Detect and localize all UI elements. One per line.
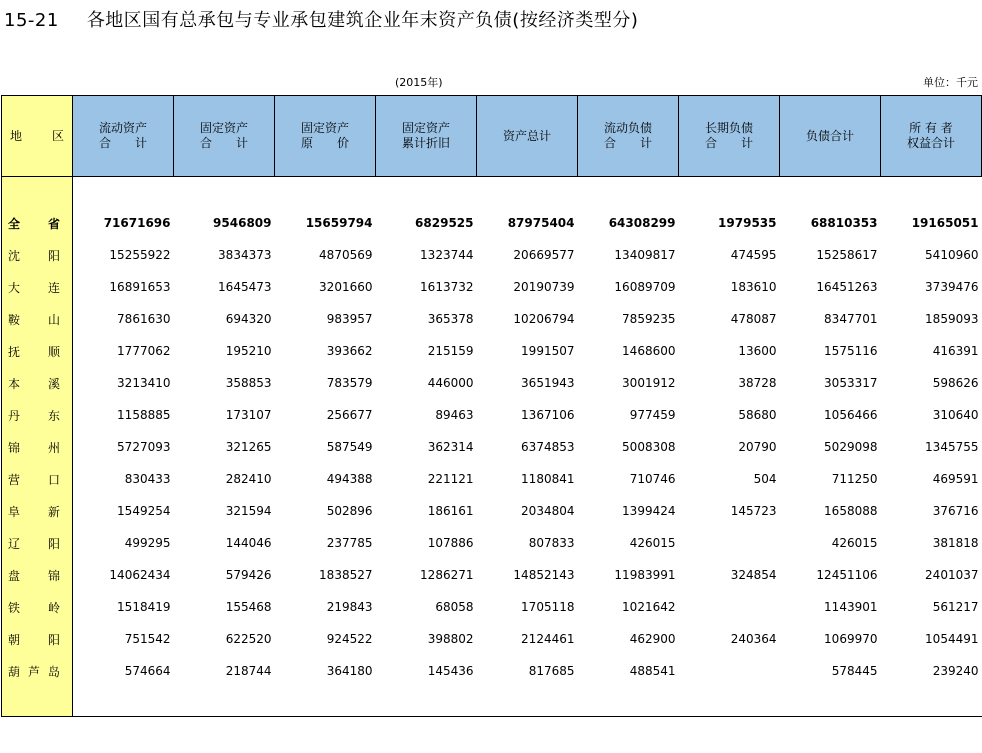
region-cell: 本溪 bbox=[2, 367, 73, 399]
value-cell: 1367106 bbox=[521, 408, 575, 422]
table-row-total bbox=[2, 207, 982, 239]
value-cell: 622520 bbox=[225, 632, 272, 646]
value-cell: 579426 bbox=[225, 568, 272, 582]
region-cell: 阜新 bbox=[2, 495, 73, 527]
value-cell: 478087 bbox=[730, 312, 777, 326]
value-cell: 38728 bbox=[738, 376, 777, 390]
value-cell: 13600 bbox=[738, 344, 777, 358]
value-cell: 14062434 bbox=[109, 568, 171, 582]
value-cell: 240364 bbox=[730, 632, 777, 646]
region-cell: 辽阳 bbox=[2, 527, 73, 559]
value-cell: 12451106 bbox=[816, 568, 878, 582]
year-label: (2015年) bbox=[395, 76, 443, 89]
value-cell: 89463 bbox=[435, 408, 474, 422]
value-cell: 10206794 bbox=[513, 312, 575, 326]
value-cell: 71671696 bbox=[103, 216, 171, 230]
value-cell: 587549 bbox=[326, 440, 373, 454]
value-cell: 446000 bbox=[427, 376, 474, 390]
value-cell: 488541 bbox=[629, 664, 676, 678]
value-cell: 15659794 bbox=[305, 216, 373, 230]
value-cell: 3739476 bbox=[925, 280, 979, 294]
value-cell: 499295 bbox=[124, 536, 171, 550]
value-cell: 469591 bbox=[932, 472, 979, 486]
table-row bbox=[2, 591, 982, 623]
table-row bbox=[2, 271, 982, 303]
value-cell: 15258617 bbox=[816, 248, 878, 262]
table-row bbox=[2, 303, 982, 335]
table-row bbox=[2, 623, 982, 655]
value-cell: 16891653 bbox=[109, 280, 171, 294]
value-cell: 324854 bbox=[730, 568, 777, 582]
region-cell: 葫芦岛 bbox=[2, 655, 73, 687]
value-cell: 5727093 bbox=[117, 440, 171, 454]
column-header: 流动负债 合 计 bbox=[578, 96, 679, 177]
region-cell: 鞍山 bbox=[2, 303, 73, 335]
column-header: 长期负债 合 计 bbox=[679, 96, 780, 177]
value-cell: 1345755 bbox=[925, 440, 979, 454]
value-cell bbox=[679, 655, 780, 687]
value-cell: 68810353 bbox=[810, 216, 878, 230]
value-cell: 807833 bbox=[528, 536, 575, 550]
region-header: 地 区 bbox=[2, 96, 73, 177]
value-cell: 1838527 bbox=[319, 568, 373, 582]
value-cell: 2124461 bbox=[521, 632, 575, 646]
value-cell: 173107 bbox=[225, 408, 272, 422]
value-cell: 5029098 bbox=[824, 440, 878, 454]
value-cell: 2401037 bbox=[925, 568, 979, 582]
value-cell: 145436 bbox=[427, 664, 474, 678]
value-cell: 7861630 bbox=[117, 312, 171, 326]
value-cell: 1859093 bbox=[925, 312, 979, 326]
value-cell: 1021642 bbox=[622, 600, 676, 614]
value-cell: 145723 bbox=[730, 504, 777, 518]
value-cell: 416391 bbox=[932, 344, 979, 358]
value-cell: 195210 bbox=[225, 344, 272, 358]
region-cell: 全省 bbox=[2, 207, 73, 239]
value-cell: 751542 bbox=[124, 632, 171, 646]
value-cell: 219843 bbox=[326, 600, 373, 614]
value-cell: 321594 bbox=[225, 504, 272, 518]
table-row bbox=[2, 431, 982, 463]
table-row bbox=[2, 239, 982, 271]
value-cell: 13409817 bbox=[614, 248, 676, 262]
value-cell: 502896 bbox=[326, 504, 373, 518]
value-cell: 144046 bbox=[225, 536, 272, 550]
value-cell: 1777062 bbox=[117, 344, 171, 358]
value-cell: 398802 bbox=[427, 632, 474, 646]
value-cell: 9546809 bbox=[213, 216, 272, 230]
region-cell: 沈阳 bbox=[2, 239, 73, 271]
value-cell: 364180 bbox=[326, 664, 373, 678]
value-cell: 20669577 bbox=[513, 248, 575, 262]
value-cell: 362314 bbox=[427, 440, 474, 454]
table-row bbox=[2, 559, 982, 591]
value-cell: 426015 bbox=[629, 536, 676, 550]
value-cell: 1143901 bbox=[824, 600, 878, 614]
spacer-row bbox=[2, 177, 982, 208]
table-row bbox=[2, 399, 982, 431]
value-cell: 20790 bbox=[738, 440, 777, 454]
value-cell: 710746 bbox=[629, 472, 676, 486]
value-cell: 494388 bbox=[326, 472, 373, 486]
value-cell bbox=[679, 527, 780, 559]
value-cell: 474595 bbox=[730, 248, 777, 262]
region-cell: 抚顺 bbox=[2, 335, 73, 367]
value-cell: 3201660 bbox=[319, 280, 373, 294]
value-cell: 310640 bbox=[932, 408, 979, 422]
table-number: 15-21 bbox=[4, 10, 59, 31]
table-row bbox=[2, 495, 982, 527]
value-cell: 1575116 bbox=[824, 344, 878, 358]
value-cell: 1979535 bbox=[718, 216, 777, 230]
value-cell: 221121 bbox=[427, 472, 474, 486]
region-cell: 丹东 bbox=[2, 399, 73, 431]
value-cell: 8347701 bbox=[824, 312, 878, 326]
unit-label: 单位：千元 bbox=[923, 76, 978, 89]
value-cell: 155468 bbox=[225, 600, 272, 614]
value-cell: 282410 bbox=[225, 472, 272, 486]
value-cell: 1054491 bbox=[925, 632, 979, 646]
value-cell: 1645473 bbox=[218, 280, 272, 294]
value-cell: 1399424 bbox=[622, 504, 676, 518]
value-cell: 6374853 bbox=[521, 440, 575, 454]
value-cell: 183610 bbox=[730, 280, 777, 294]
value-cell: 87975404 bbox=[507, 216, 575, 230]
value-cell: 1518419 bbox=[117, 600, 171, 614]
value-cell: 574664 bbox=[124, 664, 171, 678]
page-title bbox=[4, 6, 638, 32]
region-cell: 锦州 bbox=[2, 431, 73, 463]
value-cell: 462900 bbox=[629, 632, 676, 646]
region-cell: 盘锦 bbox=[2, 559, 73, 591]
value-cell: 504 bbox=[753, 472, 777, 486]
column-header: 固定资产 合 计 bbox=[174, 96, 275, 177]
value-cell: 239240 bbox=[932, 664, 979, 678]
value-cell: 830433 bbox=[124, 472, 171, 486]
value-cell: 5008308 bbox=[622, 440, 676, 454]
data-table bbox=[1, 95, 982, 717]
value-cell: 19165051 bbox=[911, 216, 979, 230]
value-cell: 68058 bbox=[435, 600, 474, 614]
value-cell: 1180841 bbox=[521, 472, 575, 486]
column-header: 流动资产 合 计 bbox=[73, 96, 174, 177]
column-header: 固定资产 累计折旧 bbox=[376, 96, 477, 177]
value-cell: 1658088 bbox=[824, 504, 878, 518]
value-cell: 5410960 bbox=[925, 248, 979, 262]
value-cell: 924522 bbox=[326, 632, 373, 646]
table-row bbox=[2, 367, 982, 399]
value-cell: 64308299 bbox=[608, 216, 676, 230]
table-row bbox=[2, 463, 982, 495]
value-cell: 1158885 bbox=[117, 408, 171, 422]
spacer-row bbox=[2, 687, 982, 717]
value-cell: 694320 bbox=[225, 312, 272, 326]
value-cell: 218744 bbox=[225, 664, 272, 678]
value-cell: 1286271 bbox=[420, 568, 474, 582]
value-cell: 107886 bbox=[427, 536, 474, 550]
value-cell: 426015 bbox=[831, 536, 878, 550]
value-cell: 381818 bbox=[932, 536, 979, 550]
value-cell: 1056466 bbox=[824, 408, 878, 422]
value-cell: 817685 bbox=[528, 664, 575, 678]
value-cell: 598626 bbox=[932, 376, 979, 390]
value-cell: 20190739 bbox=[513, 280, 575, 294]
value-cell: 3651943 bbox=[521, 376, 575, 390]
value-cell: 11983991 bbox=[614, 568, 676, 582]
value-cell: 578445 bbox=[831, 664, 878, 678]
column-header: 资产总计 bbox=[477, 96, 578, 177]
value-cell: 3834373 bbox=[218, 248, 272, 262]
value-cell: 1468600 bbox=[622, 344, 676, 358]
value-cell: 7859235 bbox=[622, 312, 676, 326]
value-cell: 237785 bbox=[326, 536, 373, 550]
value-cell: 358853 bbox=[225, 376, 272, 390]
value-cell: 16451263 bbox=[816, 280, 878, 294]
value-cell: 1613732 bbox=[420, 280, 474, 294]
value-cell: 711250 bbox=[831, 472, 878, 486]
value-cell: 561217 bbox=[932, 600, 979, 614]
value-cell: 321265 bbox=[225, 440, 272, 454]
value-cell: 393662 bbox=[326, 344, 373, 358]
value-cell: 983957 bbox=[326, 312, 373, 326]
header-row bbox=[2, 96, 982, 177]
value-cell: 186161 bbox=[427, 504, 474, 518]
table-row bbox=[2, 335, 982, 367]
column-header: 所 有 者 权益合计 bbox=[881, 96, 982, 177]
value-cell: 783579 bbox=[326, 376, 373, 390]
value-cell: 1549254 bbox=[117, 504, 171, 518]
value-cell: 1323744 bbox=[420, 248, 474, 262]
value-cell: 3001912 bbox=[622, 376, 676, 390]
value-cell: 58680 bbox=[738, 408, 777, 422]
value-cell: 3213410 bbox=[117, 376, 171, 390]
region-cell: 朝阳 bbox=[2, 623, 73, 655]
value-cell: 16089709 bbox=[614, 280, 676, 294]
value-cell: 256677 bbox=[326, 408, 373, 422]
value-cell: 3053317 bbox=[824, 376, 878, 390]
value-cell: 1069970 bbox=[824, 632, 878, 646]
value-cell: 365378 bbox=[427, 312, 474, 326]
value-cell: 1705118 bbox=[521, 600, 575, 614]
value-cell: 977459 bbox=[629, 408, 676, 422]
column-header: 固定资产 原 价 bbox=[275, 96, 376, 177]
value-cell: 2034804 bbox=[521, 504, 575, 518]
value-cell: 1991507 bbox=[521, 344, 575, 358]
value-cell: 14852143 bbox=[513, 568, 575, 582]
value-cell bbox=[679, 591, 780, 623]
region-cell: 大连 bbox=[2, 271, 73, 303]
value-cell: 215159 bbox=[427, 344, 474, 358]
table-row bbox=[2, 527, 982, 559]
value-cell: 6829525 bbox=[415, 216, 474, 230]
table-title: 各地区国有总承包与专业承包建筑企业年末资产负债(按经济类型分) bbox=[86, 10, 639, 31]
value-cell: 15255922 bbox=[109, 248, 171, 262]
region-cell: 营口 bbox=[2, 463, 73, 495]
region-cell: 铁岭 bbox=[2, 591, 73, 623]
table-row bbox=[2, 655, 982, 687]
column-header: 负债合计 bbox=[780, 96, 881, 177]
value-cell: 376716 bbox=[932, 504, 979, 518]
value-cell: 4870569 bbox=[319, 248, 373, 262]
